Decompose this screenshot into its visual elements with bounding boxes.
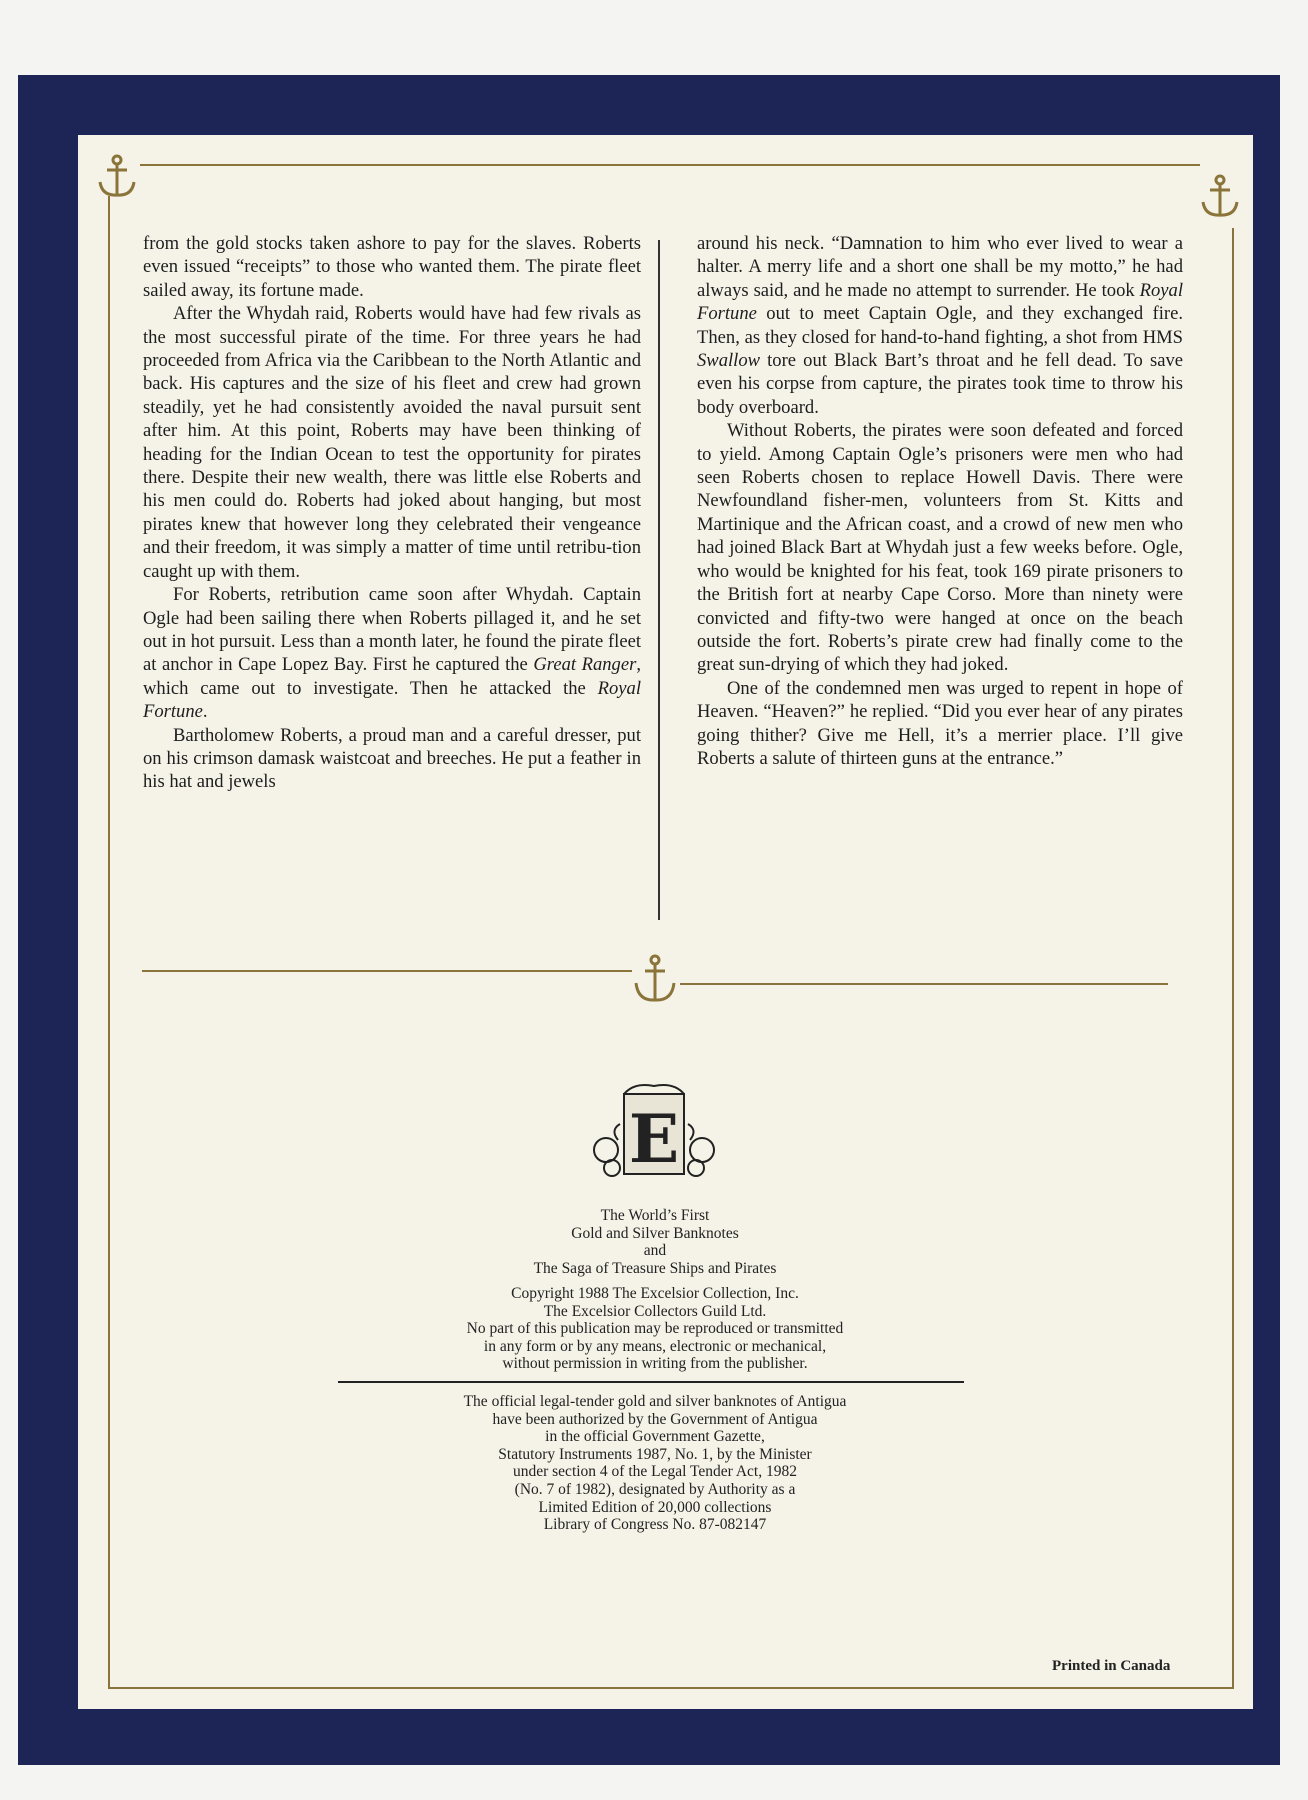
frame-left-line <box>108 196 110 1688</box>
left-p3-text-c: . <box>202 701 208 723</box>
left-paragraph-2: After the Whydah raid, Roberts would have had few rivals as the most successful pirate of the time. For three years he had proceeded from Africa via the Caribbean to the North Atlantic and back. His captures and the size of his fleet and crew had grown steadily, yet he had consistently avoided the naval pursuit sent after him. At this point, Roberts may have been thinking of heading for the Indian Ocean to test the opportunity for pirates there. Despite their new wealth, there was little else Roberts and his men could do. Roberts had joked about hanging, but most pirates knew that however long they celebrated their vengeance and their freedom, it was simply a matter of time until retribu-tion caught up with them. <box>143 303 641 582</box>
legal-line: Statutory Instruments 1987, No. 1, by the Minister <box>498 1445 812 1463</box>
legal-line: Limited Edition of 20,000 collections <box>538 1498 772 1516</box>
left-column <box>143 232 641 794</box>
ornament-rule-left <box>142 970 632 972</box>
legal-line: (No. 7 of 1982), designated by Authority as a <box>514 1480 796 1498</box>
copyright-line: No part of this publication may be reproduced or transmitted <box>466 1320 844 1338</box>
ornament-rule-right <box>680 983 1168 985</box>
left-paragraph-1: from the gold stocks taken ashore to pay for the slaves. Roberts even issued “receipts” to those who wanted them. The pirate fleet sailed away, its fortune made. <box>143 233 641 301</box>
excelsior-emblem <box>590 1080 718 1180</box>
frame-top-line <box>140 164 1200 166</box>
copyright-line: The Excelsior Collectors Guild Ltd. <box>543 1302 767 1320</box>
anchor-icon-top-right <box>1195 172 1245 222</box>
title-line: Gold and Silver Banknotes <box>571 1224 739 1242</box>
right-paragraph-2: Without Roberts, the pirates were soon defeated and forced to yield. Among Captain Ogle’s prisoners were men who had seen Roberts chosen to replace Howell Davis. There were Newfoundland fisher-men, volunteers from St. Kitts and Martinique and the African coast, and a crowd of new men who had joined Black Bart at Whydah just a few weeks before. Ogle, who would be knighted for his feat, took 169 pirate prisoners to the British fort at nearby Cape Corso. More than ninety were convicted and fifty-two were hanged at once on the beach outside the fort. Roberts’s pirate crew had finally come to the great sun-drying of which they had joked. <box>697 420 1183 676</box>
legal-line: Library of Congress No. 87-082147 <box>543 1516 767 1534</box>
copyright-line: without permission in writing from the publisher. <box>502 1355 808 1373</box>
anchor-icon-center <box>630 953 680 1005</box>
book-titles <box>330 1207 980 1277</box>
left-paragraph-3 <box>143 583 641 723</box>
right-paragraph-1 <box>697 232 1183 419</box>
left-p3-text-a: For Roberts, retribution came soon after Whydah. Captain Ogle had been sailing there when Roberts pillaged it, and he set out in hot pursuit. Less than a month later, he found the pirate fleet at anchor in Cape Lopez Bay. First he captured the <box>143 584 641 676</box>
title-line: and <box>643 1242 667 1260</box>
right-p1-text-c: tore out Black Bart’s throat and he fell dead. To save even his corpse from capture, the pirates took time to throw his body overboard. <box>697 350 1183 418</box>
binder-notch <box>1292 1032 1308 1060</box>
title-line: The World’s First <box>600 1207 710 1224</box>
copyright-line: Copyright 1988 The Excelsior Collection, Inc. <box>511 1285 799 1302</box>
ship-name-swallow: Swallow <box>697 350 761 372</box>
copyright-line: in any form or by any means, electronic or mechanical, <box>483 1337 827 1355</box>
ship-name-great-ranger: Great Ranger <box>533 654 637 676</box>
left-paragraph-4: Bartholomew Roberts, a proud man and a careful dresser, put on his crimson damask waistcoat and breeches. He put a feather in his hat and jewels <box>143 724 641 793</box>
frame-bottom-line <box>108 1687 1234 1689</box>
legal-line: in the official Government Gazette, <box>545 1428 765 1446</box>
ship-name-royal-fortune: Royal Fortune <box>143 677 641 723</box>
right-paragraph-3: One of the condemned men was urged to repent in hope of Heaven. “Heaven?” he replied. “Did you ever hear of any pirates going thither? Give me Hell, it’s a merrier place. I’ll give Roberts a salute of thirteen guns at the entrance.” <box>697 677 1183 769</box>
legal-line: have been authorized by the Government of Antigua <box>492 1410 818 1428</box>
printed-in-label: Printed in Canada <box>1052 1658 1171 1674</box>
right-p1-text-a: around his neck. “Damnation to him who ever lived to wear a halter. A merry life and a short one shall be my motto,” he had always said, and he made no attempt to surrender. He took <box>697 233 1183 301</box>
binder-notch <box>1292 1576 1308 1604</box>
emblem-letter: E <box>628 1100 680 1178</box>
legal-line: under section 4 of the Legal Tender Act, 1982 <box>512 1463 797 1481</box>
anchor-icon-top-left <box>92 152 142 202</box>
copyright-notice <box>330 1285 980 1373</box>
binder-notch <box>1292 1164 1308 1192</box>
right-column <box>697 232 1183 770</box>
binder-notch <box>1292 1672 1308 1700</box>
ship-name-royal-fortune-2: Royal Fortune <box>697 279 1183 325</box>
right-p1-text-b: out to meet Captain Ogle, and they exchanged fire. Then, as they closed for hand-to-hand fighting, a shot from HMS <box>697 303 1183 348</box>
legal-line: The official legal-tender gold and silver banknotes of Antigua <box>463 1393 847 1410</box>
left-p3-text-b: , which came out to investigate. Then he attacked the <box>143 654 641 699</box>
colophon-separator <box>338 1381 964 1383</box>
legal-tender-notice <box>330 1393 980 1534</box>
column-divider <box>658 240 660 920</box>
title-line: The Saga of Treasure Ships and Pirates <box>533 1259 777 1277</box>
frame-right-line <box>1232 228 1234 1688</box>
